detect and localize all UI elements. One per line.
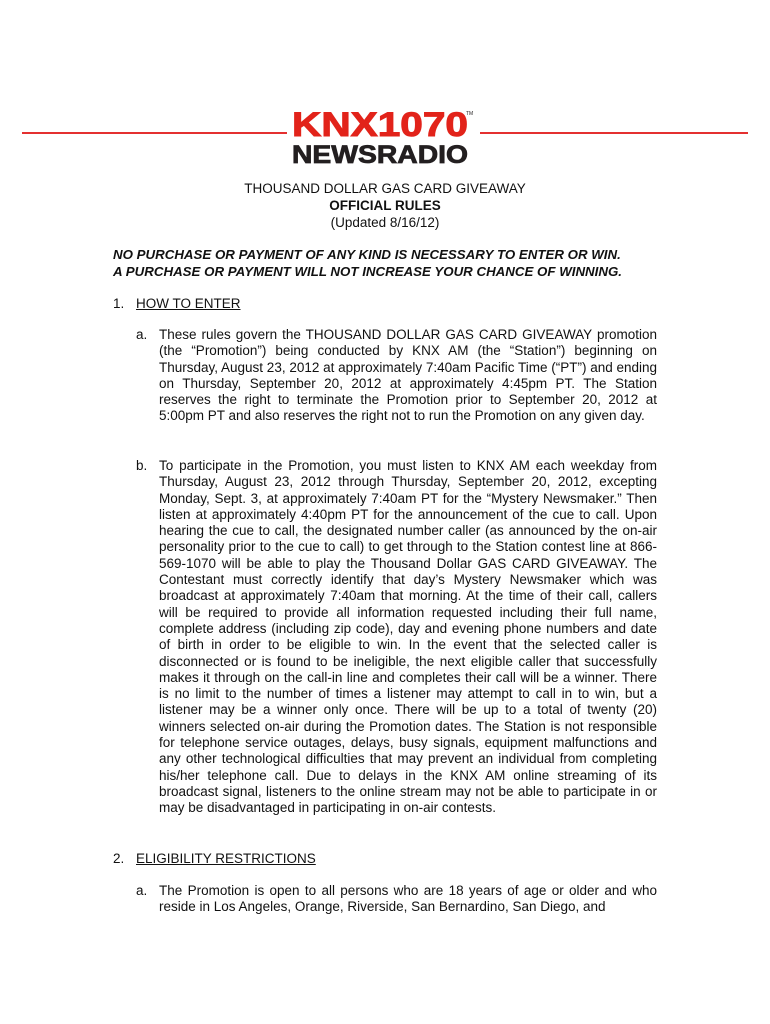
no-purchase-notice-2: A PURCHASE OR PAYMENT WILL NOT INCREASE YOUR CHANCE OF WINNING. xyxy=(113,264,622,279)
list-item xyxy=(136,883,657,916)
section-how-to-enter xyxy=(113,295,241,313)
document-subtitle: OFFICIAL RULES xyxy=(329,198,441,213)
logo-tm: TM xyxy=(466,111,474,117)
list-item-letter: a. xyxy=(136,883,148,898)
section-title: HOW TO ENTER xyxy=(136,296,241,311)
no-purchase-notice: NO PURCHASE OR PAYMENT OF ANY KIND IS NECESSARY TO ENTER OR WIN. xyxy=(113,247,621,262)
header-rule-right xyxy=(480,132,748,134)
header-rule-left xyxy=(22,132,287,134)
list-item xyxy=(136,327,657,425)
list-item-text: To participate in the Promotion, you must listen to KNX AM each weekday from Thursday, August 23, 2012 through Thursday, September 20, 2012, excepting Monday, Sept. 3, at approximately 7:40am PT for the “Mystery Newsmaker.” Then listen at approximately 4:40pm PT for the announcement of the cue to call. Upon hearing the cue to call, the designated number caller (as announced by the on-air personality prior to the cue to call) to get through to the Station contest line at 866-569-1070 will be able to play the Thousand Dollar GAS CARD GIVEAWAY. The Contestant must correctly identify that day’s Mystery Newsmaker which was broadcast at approximately 7:40am that morning. At the time of their call, callers will be required to provide all information requested including their full name, complete address (including zip code), day and evening phone numbers and date of birth in order to be eligible to win. In the event that the selected caller is disconnected or is found to be ineligible, the next eligible caller that successfully makes it through on the call-in line and completes their call will be a winner. There is no limit to the number of times a listener may attempt to call in to win, but a listener may be a winner only once. There will be up to a total of twenty (20) winners selected on-air during the Promotion dates. The Station is not responsible for telephone service outages, delays, busy signals, equipment malfunctions and any other technological difficulties that may prevent an individual from completing his/her telephone call. Due to delays in the KNX AM online streaming of its broadcast signal, listeners to the online stream may not be able to participate in or may be disadvantaged in participating in on-air contests. xyxy=(159,458,657,816)
knx-1070-newsradio-logo-icon xyxy=(288,106,478,168)
logo-line2: NEWSRADIO xyxy=(292,141,468,168)
list-item-letter: a. xyxy=(136,327,148,342)
list-item-text: The Promotion is open to all persons who are 18 years of age or older and who reside in Los Angeles, Orange, Riverside, San Bernardino, San Diego, and xyxy=(159,883,657,915)
document-updated-date: (Updated 8/16/12) xyxy=(330,215,440,230)
section-eligibility-restrictions xyxy=(113,850,316,868)
list-item-letter: b. xyxy=(136,458,148,473)
document-title: THOUSAND DOLLAR GAS CARD GIVEAWAY xyxy=(244,181,526,196)
section-number: 2. xyxy=(113,851,125,866)
logo-line1: KNX1070 xyxy=(292,106,468,144)
list-item xyxy=(136,458,657,817)
list-item-text: These rules govern the THOUSAND DOLLAR GAS CARD GIVEAWAY promotion (the “Promotion”) being conducted by KNX AM (the “Station”) beginning on Thursday, August 23, 2012 at approximately 7:40am Pacific Time (“PT”) and ending on Thursday, September 20, 2012 at approximately 4:45pm PT. The Station reserves the right to terminate the Promotion prior to September 20, 2012 at 5:00pm PT and also reserves the right not to run the Promotion on any given day. xyxy=(159,327,658,424)
section-title: ELIGIBILITY RESTRICTIONS xyxy=(136,851,316,866)
section-number: 1. xyxy=(113,296,125,311)
